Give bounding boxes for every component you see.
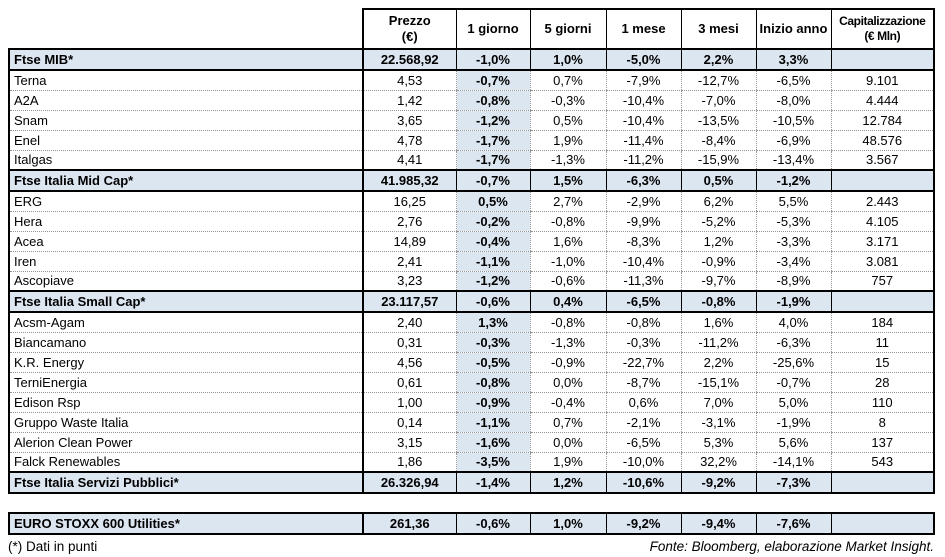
cell-cap [831,472,934,493]
cell-g5: 0,7% [530,70,606,90]
cell-g1: -1,1% [456,251,530,271]
stock-row [9,150,934,170]
row-label: Enel [9,130,363,150]
cell-cap: 4.444 [831,90,934,110]
row-label: Acea [9,231,363,251]
stock-row [9,432,934,452]
cell-ytd: 5,5% [756,191,831,211]
cell-ytd: -3,3% [756,231,831,251]
cell-prezzo: 0,61 [363,372,456,392]
cell-g5: -0,4% [530,392,606,412]
cell-g1: -0,3% [456,332,530,352]
row-label: Ftse Italia Mid Cap* [9,170,363,191]
cell-ytd: -6,3% [756,332,831,352]
column-header-label: 3 mesi [698,20,739,36]
row-label: Terna [9,70,363,90]
row-label: TerniEnergia [9,372,363,392]
column-header-m3 [681,9,756,49]
cell-cap: 3.081 [831,251,934,271]
cell-ytd: -10,5% [756,110,831,130]
cell-prezzo: 23.117,57 [363,291,456,312]
row-label: Acsm-Agam [9,312,363,332]
cell-g1: -0,7% [456,170,530,191]
stock-row [9,231,934,251]
cell-cap: 543 [831,452,934,472]
stock-row [9,191,934,211]
row-label: Ascopiave [9,271,363,291]
cell-m1: -6,3% [606,170,681,191]
column-header-ytd [756,9,831,49]
row-label: Ftse Italia Small Cap* [9,291,363,312]
cell-m1: -10,4% [606,110,681,130]
cell-m3: 6,2% [681,191,756,211]
euro-stoxx-table [8,512,935,535]
cell-prezzo: 0,31 [363,332,456,352]
stock-row [9,211,934,231]
column-header-label: 1 giorno [467,20,519,36]
stock-row [9,90,934,110]
cell-m1: -7,9% [606,70,681,90]
cell-prezzo: 0,14 [363,412,456,432]
header-row [9,9,934,49]
cell-m3: 1,6% [681,312,756,332]
cell-cap: 15 [831,352,934,372]
cell-g5: 2,7% [530,191,606,211]
cell-g1: -0,7% [456,70,530,90]
cell-ytd: -1,9% [756,291,831,312]
column-header-m1 [606,9,681,49]
cell-prezzo: 1,86 [363,452,456,472]
index-row [9,170,934,191]
cell-cap: 2.443 [831,191,934,211]
column-header-label: Inizio anno [759,20,828,36]
cell-m3: 1,2% [681,231,756,251]
cell-m3: 5,3% [681,432,756,452]
cell-g5: -0,8% [530,312,606,332]
cell-m3: -13,5% [681,110,756,130]
cell-m3: -0,9% [681,251,756,271]
cell-m1: -10,4% [606,251,681,271]
column-header-label: Prezzo [388,12,431,28]
cell-g5: 0,5% [530,110,606,130]
cell-prezzo: 3,15 [363,432,456,452]
cell-cap: 9.101 [831,70,934,90]
cell-g5: 1,9% [530,130,606,150]
cell-m1: -10,0% [606,452,681,472]
cell-m3: -11,2% [681,332,756,352]
cell-prezzo: 2,41 [363,251,456,271]
cell-cap: 110 [831,392,934,412]
column-header-g5 [530,9,606,49]
cell-g5: -0,3% [530,90,606,110]
cell-ytd: -6,9% [756,130,831,150]
stock-row [9,110,934,130]
row-label: EURO STOXX 600 Utilities* [9,513,363,534]
cell-m1: -2,9% [606,191,681,211]
cell-m3: -9,2% [681,472,756,493]
cell-g1: -0,5% [456,352,530,372]
cell-g1: 0,5% [456,191,530,211]
stock-row [9,70,934,90]
row-label: Ftse Italia Servizi Pubblici* [9,472,363,493]
index-row [9,49,934,70]
cell-m1: -11,2% [606,150,681,170]
cell-ytd: -0,7% [756,372,831,392]
cell-m3: -0,8% [681,291,756,312]
row-label: Snam [9,110,363,130]
cell-m1: -9,9% [606,211,681,231]
row-label: Alerion Clean Power [9,432,363,452]
column-header-g1 [456,9,530,49]
stock-row [9,312,934,332]
cell-ytd: 3,3% [756,49,831,70]
cell-cap: 4.105 [831,211,934,231]
stock-row [9,412,934,432]
cell-m3: 32,2% [681,452,756,472]
cell-g1: -1,1% [456,412,530,432]
cell-ytd: -6,5% [756,70,831,90]
cell-ytd: -13,4% [756,150,831,170]
cell-g1: -0,6% [456,291,530,312]
column-header-prezzo [363,9,456,49]
index-row [9,513,934,534]
row-label: Biancamano [9,332,363,352]
row-label: Falck Renewables [9,452,363,472]
cell-g1: -1,4% [456,472,530,493]
cell-g5: 1,2% [530,472,606,493]
cell-cap [831,49,934,70]
cell-g5: 0,0% [530,372,606,392]
cell-ytd: -7,6% [756,513,831,534]
cell-g1: -0,8% [456,90,530,110]
cell-m1: -0,8% [606,312,681,332]
cell-prezzo: 261,36 [363,513,456,534]
cell-m3: -12,7% [681,70,756,90]
cell-m3: -15,1% [681,372,756,392]
cell-m1: -10,6% [606,472,681,493]
cell-m3: -9,7% [681,271,756,291]
column-header-sublabel: (€ Mln) [864,29,901,43]
stock-row [9,352,934,372]
cell-m3: -5,2% [681,211,756,231]
cell-m1: -6,5% [606,432,681,452]
cell-ytd: -8,9% [756,271,831,291]
cell-ytd: -1,2% [756,170,831,191]
cell-cap: 12.784 [831,110,934,130]
cell-m1: 0,6% [606,392,681,412]
cell-cap: 3.171 [831,231,934,251]
cell-m1: -5,0% [606,49,681,70]
cell-g5: 1,0% [530,513,606,534]
index-row [9,472,934,493]
row-label: Edison Rsp [9,392,363,412]
row-label: Gruppo Waste Italia [9,412,363,432]
cell-g5: -1,3% [530,332,606,352]
cell-g1: -3,5% [456,452,530,472]
stock-row [9,130,934,150]
cell-m3: -8,4% [681,130,756,150]
table-header [9,9,934,49]
cell-cap [831,513,934,534]
stock-row [9,271,934,291]
cell-cap: 757 [831,271,934,291]
cell-prezzo: 2,40 [363,312,456,332]
column-header-sublabel: (€) [401,29,418,44]
column-header-label: 5 giorni [544,20,592,36]
cell-g1: -0,8% [456,372,530,392]
column-header-label: Capitalizzazione [839,14,926,28]
cell-prezzo: 16,25 [363,191,456,211]
cell-prezzo: 3,23 [363,271,456,291]
cell-m3: 7,0% [681,392,756,412]
cell-g1: -1,6% [456,432,530,452]
cell-g5: -0,9% [530,352,606,372]
cell-cap: 8 [831,412,934,432]
cell-prezzo: 4,56 [363,352,456,372]
cell-prezzo: 4,53 [363,70,456,90]
stock-row [9,392,934,412]
cell-ytd: -25,6% [756,352,831,372]
column-header-label: 1 mese [621,20,666,36]
cell-m1: -8,3% [606,231,681,251]
utilities-table [8,8,935,494]
cell-ytd: -5,3% [756,211,831,231]
cell-m3: 2,2% [681,352,756,372]
cell-cap: 3.567 [831,150,934,170]
cell-ytd: -1,9% [756,412,831,432]
column-header-cap [831,9,934,49]
cell-g5: 1,5% [530,170,606,191]
stock-row [9,332,934,352]
source-note: Fonte: Bloomberg, elaborazione Market Insight. [649,539,934,554]
cell-m3: -3,1% [681,412,756,432]
cell-m3: 0,5% [681,170,756,191]
cell-cap: 11 [831,332,934,352]
cell-cap [831,170,934,191]
cell-prezzo: 22.568,92 [363,49,456,70]
row-label: Hera [9,211,363,231]
row-label: K.R. Energy [9,352,363,372]
cell-g5: -1,3% [530,150,606,170]
cell-m3: -9,4% [681,513,756,534]
cell-m3: -7,0% [681,90,756,110]
stock-row [9,251,934,271]
cell-ytd: -3,4% [756,251,831,271]
cell-g1: -1,7% [456,150,530,170]
cell-g1: -1,7% [456,130,530,150]
cell-cap: 137 [831,432,934,452]
cell-g5: -0,6% [530,271,606,291]
cell-cap: 184 [831,312,934,332]
cell-g5: 1,0% [530,49,606,70]
cell-g1: -0,9% [456,392,530,412]
footer [8,539,934,554]
cell-g1: -0,4% [456,231,530,251]
cell-g1: -1,2% [456,110,530,130]
cell-prezzo: 2,76 [363,211,456,231]
table-body [9,49,934,493]
cell-g5: 0,4% [530,291,606,312]
cell-m3: -15,9% [681,150,756,170]
cell-g1: -0,2% [456,211,530,231]
cell-cap: 28 [831,372,934,392]
cell-ytd: 4,0% [756,312,831,332]
cell-prezzo: 14,89 [363,231,456,251]
stock-row [9,372,934,392]
cell-g1: -0,6% [456,513,530,534]
row-label: A2A [9,90,363,110]
cell-m3: 2,2% [681,49,756,70]
cell-ytd: 5,0% [756,392,831,412]
cell-m1: -10,4% [606,90,681,110]
cell-prezzo: 1,42 [363,90,456,110]
cell-m1: -8,7% [606,372,681,392]
cell-g1: 1,3% [456,312,530,332]
cell-m1: -6,5% [606,291,681,312]
cell-g1: -1,0% [456,49,530,70]
cell-m1: -9,2% [606,513,681,534]
cell-g5: -1,0% [530,251,606,271]
cell-m1: -11,4% [606,130,681,150]
footnote-dati-in-punti: (*) Dati in punti [8,539,98,554]
cell-prezzo: 4,41 [363,150,456,170]
corner-cell [9,9,363,49]
stock-row [9,452,934,472]
cell-m1: -2,1% [606,412,681,432]
cell-ytd: 5,6% [756,432,831,452]
index-row [9,291,934,312]
cell-cap [831,291,934,312]
cell-g5: 1,6% [530,231,606,251]
cell-prezzo: 26.326,94 [363,472,456,493]
row-label: Iren [9,251,363,271]
cell-g5: 0,0% [530,432,606,452]
row-label: ERG [9,191,363,211]
cell-m1: -22,7% [606,352,681,372]
cell-prezzo: 4,78 [363,130,456,150]
cell-prezzo: 3,65 [363,110,456,130]
cell-prezzo: 41.985,32 [363,170,456,191]
cell-m1: -11,3% [606,271,681,291]
cell-g5: 0,7% [530,412,606,432]
cell-g1: -1,2% [456,271,530,291]
cell-g5: -0,8% [530,211,606,231]
cell-ytd: -14,1% [756,452,831,472]
row-label: Italgas [9,150,363,170]
cell-g5: 1,9% [530,452,606,472]
cell-prezzo: 1,00 [363,392,456,412]
cell-cap: 48.576 [831,130,934,150]
cell-ytd: -8,0% [756,90,831,110]
euro-table-body [9,513,934,534]
row-label: Ftse MIB* [9,49,363,70]
cell-ytd: -7,3% [756,472,831,493]
cell-m1: -0,3% [606,332,681,352]
